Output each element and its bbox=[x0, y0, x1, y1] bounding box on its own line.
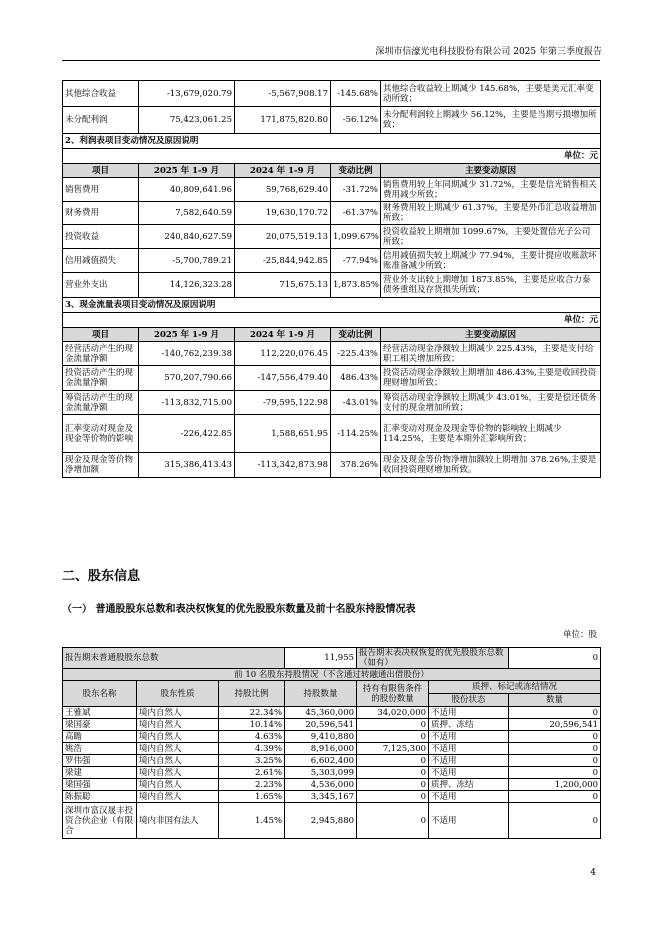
value-2025: 315,386,413.43 bbox=[139, 453, 235, 478]
holder-ratio: 2.23% bbox=[219, 779, 285, 791]
holder-row bbox=[63, 743, 601, 755]
shareholders-table bbox=[62, 647, 601, 839]
cashflow-row bbox=[63, 342, 601, 366]
holder-ratio: 1.65% bbox=[219, 791, 285, 803]
holder-quantity: 6,602,400 bbox=[285, 755, 357, 767]
holder-pledge-status: 不适用 bbox=[429, 707, 509, 719]
change-reason: 现金及现金等价物净增加额较上期增加 378.26%,主要是收回投资理财增加所致。 bbox=[381, 453, 601, 478]
holders-header-status: 股份状态 bbox=[429, 694, 509, 707]
holder-ratio: 3.25% bbox=[219, 755, 285, 767]
holder-name: 梁建 bbox=[63, 767, 137, 779]
financial-changes-table bbox=[62, 80, 601, 478]
change-percent: 486.43% bbox=[331, 366, 381, 391]
holder-restricted: 0 bbox=[357, 779, 429, 791]
cashflow-header-2024: 2024 年 1-9 月 bbox=[235, 328, 331, 342]
change-reason: 其他综合收益较上期减少 145.68%，主要是美元汇率变动所致； bbox=[381, 81, 601, 107]
item-name: 未分配利润 bbox=[63, 107, 139, 134]
holder-nature: 境内自然人 bbox=[137, 719, 219, 731]
value-2024: -25,844,942.85 bbox=[235, 249, 331, 273]
value-2024: -79,595,122.98 bbox=[235, 391, 331, 415]
value-2025: 240,840,627.59 bbox=[139, 225, 235, 249]
holder-restricted: 7,125,300 bbox=[357, 743, 429, 755]
change-percent: -43.01% bbox=[331, 391, 381, 415]
holder-pledge-amount: 0 bbox=[509, 755, 601, 767]
value-2024: -147,556,479.40 bbox=[235, 366, 331, 391]
holder-pledge-status: 质押、冻结 bbox=[429, 779, 509, 791]
holder-pledge-status: 不适用 bbox=[429, 767, 509, 779]
holder-restricted: 34,020,000 bbox=[357, 707, 429, 719]
holder-name: 深圳市富汉晟丰投资合伙企业（有限合 bbox=[63, 803, 137, 839]
page-header: 深圳市信濠光电科技股份有限公司 2025 年第三季度报告 bbox=[375, 47, 602, 57]
cashflow-row bbox=[63, 453, 601, 478]
item-name: 信用减值损失 bbox=[63, 249, 139, 273]
value-2024: 20,075,519.13 bbox=[235, 225, 331, 249]
holder-name: 梁国豪 bbox=[63, 719, 137, 731]
value-2024: -113,342,873.98 bbox=[235, 453, 331, 478]
change-reason: 未分配利润较上期减少 56.12%，主要是当期亏损增加所致； bbox=[381, 107, 601, 134]
holder-pledge-amount: 0 bbox=[509, 791, 601, 803]
holder-nature: 境内自然人 bbox=[137, 743, 219, 755]
holders-header-nature: 股东性质 bbox=[137, 681, 219, 707]
value-2025: 570,207,790.66 bbox=[139, 366, 235, 391]
holder-quantity: 20,596,541 bbox=[285, 719, 357, 731]
item-name: 营业外支出 bbox=[63, 273, 139, 298]
cashflow-row bbox=[63, 366, 601, 391]
holder-restricted: 0 bbox=[357, 755, 429, 767]
item-name: 经营活动产生的现金流量净额 bbox=[63, 342, 139, 366]
page-number: 4 bbox=[590, 868, 596, 878]
holder-restricted: 0 bbox=[357, 767, 429, 779]
income-unit: 单位：元 bbox=[63, 149, 601, 164]
change-reason: 汇率变动对现金及现金等价物的影响较上期减少 114.25%，主要是本期外汇影响所致； bbox=[381, 415, 601, 453]
preferred-holders-label: 报告期末表决权恢复的优先股股东总数（如有） bbox=[357, 648, 509, 669]
cashflow-header-2025: 2025 年 1-9 月 bbox=[139, 328, 235, 342]
holder-name: 姚浩 bbox=[63, 743, 137, 755]
cashflow-header-reason: 主要变动原因 bbox=[381, 328, 601, 342]
change-percent: -56.12% bbox=[331, 107, 381, 134]
holder-row bbox=[63, 803, 601, 839]
holder-pledge-status: 质押、冻结 bbox=[429, 719, 509, 731]
holder-quantity: 8,916,000 bbox=[285, 743, 357, 755]
cashflow-header-item: 项目 bbox=[63, 328, 139, 342]
holder-pledge-status: 不适用 bbox=[429, 803, 509, 839]
change-percent: 1,099.67% bbox=[331, 225, 381, 249]
item-name: 销售费用 bbox=[63, 178, 139, 202]
value-2025: -5,700,789.21 bbox=[139, 249, 235, 273]
holder-ratio: 10.14% bbox=[219, 719, 285, 731]
change-percent: -225.43% bbox=[331, 342, 381, 366]
holder-nature: 境内自然人 bbox=[137, 707, 219, 719]
income-row bbox=[63, 202, 601, 225]
value-2025: 75,423,061.25 bbox=[139, 107, 235, 134]
cashflow-unit: 单位：元 bbox=[63, 313, 601, 328]
cashflow-header-change: 变动比例 bbox=[331, 328, 381, 342]
cashflow-section-title: 3、现金流量表项目变动情况及原因说明 bbox=[63, 298, 601, 313]
item-name: 现金及现金等价物净增加额 bbox=[63, 453, 139, 478]
change-percent: -114.25% bbox=[331, 415, 381, 453]
holder-pledge-amount: 0 bbox=[509, 803, 601, 839]
holder-restricted: 0 bbox=[357, 719, 429, 731]
holder-ratio: 4.63% bbox=[219, 731, 285, 743]
holder-restricted: 0 bbox=[357, 803, 429, 839]
holder-quantity: 2,945,880 bbox=[285, 803, 357, 839]
holder-pledge-amount: 0 bbox=[509, 743, 601, 755]
holder-name: 梁国强 bbox=[63, 779, 137, 791]
item-name: 其他综合收益 bbox=[63, 81, 139, 107]
value-2024: 715,675.13 bbox=[235, 273, 331, 298]
holder-row bbox=[63, 791, 601, 803]
change-percent: -145.68% bbox=[331, 81, 381, 107]
holder-pledge-amount: 0 bbox=[509, 731, 601, 743]
holder-quantity: 45,360,000 bbox=[285, 707, 357, 719]
preferred-holders-value: 0 bbox=[509, 648, 601, 669]
holder-nature: 境内自然人 bbox=[137, 791, 219, 803]
holder-ratio: 1.45% bbox=[219, 803, 285, 839]
holder-name: 罗伟强 bbox=[63, 755, 137, 767]
cashflow-row bbox=[63, 391, 601, 415]
holder-row bbox=[63, 731, 601, 743]
income-header-item: 项目 bbox=[63, 164, 139, 178]
holder-nature: 境内自然人 bbox=[137, 731, 219, 743]
holder-restricted: 0 bbox=[357, 731, 429, 743]
holder-pledge-amount: 20,596,541 bbox=[509, 719, 601, 731]
change-percent: -77.94% bbox=[331, 249, 381, 273]
holder-nature: 境内自然人 bbox=[137, 755, 219, 767]
value-2025: 14,126,323.28 bbox=[139, 273, 235, 298]
top10-title: 前 10 名股东持股情况（不含通过转融通出借股份） bbox=[63, 669, 601, 681]
holder-row bbox=[63, 767, 601, 779]
holder-nature: 境内自然人 bbox=[137, 779, 219, 791]
holders-header-qty: 持股数量 bbox=[285, 681, 357, 707]
holder-pledge-status: 不适用 bbox=[429, 743, 509, 755]
holder-row bbox=[63, 779, 601, 791]
change-percent: -61.37% bbox=[331, 202, 381, 225]
value-2025: -226,422.85 bbox=[139, 415, 235, 453]
value-2025: 7,582,640.59 bbox=[139, 202, 235, 225]
income-row bbox=[63, 273, 601, 298]
holder-row bbox=[63, 707, 601, 719]
holder-ratio: 22.34% bbox=[219, 707, 285, 719]
income-section-title: 2、利润表项目变动情况及原因说明 bbox=[63, 134, 601, 149]
holder-row bbox=[63, 755, 601, 767]
holder-quantity: 3,345,167 bbox=[285, 791, 357, 803]
shareholder-unit: 单位：股 bbox=[562, 630, 597, 640]
holder-name: 陈振聪 bbox=[63, 791, 137, 803]
change-reason: 销售费用较上年同期减少 31.72%，主要是信光销售相关费用减少所致； bbox=[381, 178, 601, 202]
holder-pledge-status: 不适用 bbox=[429, 755, 509, 767]
holder-nature: 境内自然人 bbox=[137, 767, 219, 779]
change-reason: 信用减值损失较上期减少 77.94%，主要计提应收账款坏账准备减少所致； bbox=[381, 249, 601, 273]
change-percent: 1,873.85% bbox=[331, 273, 381, 298]
section-title-shareholders: 二、股东信息 bbox=[62, 569, 141, 584]
holder-pledge-amount: 0 bbox=[509, 707, 601, 719]
holders-header-ratio: 持股比例 bbox=[219, 681, 285, 707]
holder-pledge-status: 不适用 bbox=[429, 791, 509, 803]
change-reason: 筹资活动现金净额较上期减少 43.01%，主要是偿还债务支付的现金增加所致； bbox=[381, 391, 601, 415]
value-2024: 171,875,820.80 bbox=[235, 107, 331, 134]
value-2025: 40,809,641.96 bbox=[139, 178, 235, 202]
item-name: 财务费用 bbox=[63, 202, 139, 225]
value-2024: -5,567,908.17 bbox=[235, 81, 331, 107]
holder-pledge-status: 不适用 bbox=[429, 731, 509, 743]
value-2024: 19,630,170.72 bbox=[235, 202, 331, 225]
header-rule bbox=[62, 60, 600, 61]
value-2025: -13,679,020.79 bbox=[139, 81, 235, 107]
change-reason: 投资收益较上期增加 1099.67%，主要处置信光子公司所致； bbox=[381, 225, 601, 249]
item-name: 投资活动产生的现金流量净额 bbox=[63, 366, 139, 391]
change-reason: 经营活动现金净额较上期减少 225.43%，主要是支付给职工相关增加所致； bbox=[381, 342, 601, 366]
item-name: 筹资活动产生的现金流量净额 bbox=[63, 391, 139, 415]
value-2024: 1,588,651.95 bbox=[235, 415, 331, 453]
holders-header-restricted: 持有有限售条件的股份数量 bbox=[357, 681, 429, 707]
income-row bbox=[63, 249, 601, 273]
income-header-2024: 2024 年 1-9 月 bbox=[235, 164, 331, 178]
change-percent: -31.72% bbox=[331, 178, 381, 202]
income-header-change: 变动比例 bbox=[331, 164, 381, 178]
balance-row bbox=[63, 81, 601, 107]
holder-quantity: 9,410,880 bbox=[285, 731, 357, 743]
cashflow-row bbox=[63, 415, 601, 453]
holder-nature: 境内非国有法人 bbox=[137, 803, 219, 839]
holders-header-pledge: 质押、标记或冻结情况 bbox=[429, 681, 601, 694]
income-header-reason: 主要变动原因 bbox=[381, 164, 601, 178]
holders-header-amount: 数量 bbox=[509, 694, 601, 707]
total-holders-value: 11,955 bbox=[285, 648, 357, 669]
item-name: 汇率变动对现金及现金等价物的影响 bbox=[63, 415, 139, 453]
holder-quantity: 4,536,000 bbox=[285, 779, 357, 791]
total-holders-label: 报告期末普通股股东总数 bbox=[63, 648, 285, 669]
item-name: 投资收益 bbox=[63, 225, 139, 249]
holder-quantity: 5,303,099 bbox=[285, 767, 357, 779]
holder-name: 高瞻 bbox=[63, 731, 137, 743]
change-reason: 营业外支出较上期增加 1873.85%，主要是应收合力泰债务重组及存货损失所致； bbox=[381, 273, 601, 298]
change-reason: 投资活动现金净额较上期增加 486.43%,主要是收回投资理财增加所致； bbox=[381, 366, 601, 391]
value-2025: -113,832,715.00 bbox=[139, 391, 235, 415]
income-row bbox=[63, 225, 601, 249]
value-2025: -140,762,239.38 bbox=[139, 342, 235, 366]
holder-pledge-amount: 1,200,000 bbox=[509, 779, 601, 791]
value-2024: 112,220,076.45 bbox=[235, 342, 331, 366]
holder-pledge-amount: 0 bbox=[509, 767, 601, 779]
section-subtitle-top10: （一） 普通股股东总数和表决权恢复的优先股股东数量及前十名股东持股情况表 bbox=[62, 604, 416, 615]
change-percent: 378.26% bbox=[331, 453, 381, 478]
income-header-2025: 2025 年 1-9 月 bbox=[139, 164, 235, 178]
holders-header-name: 股东名称 bbox=[63, 681, 137, 707]
income-row bbox=[63, 178, 601, 202]
balance-row bbox=[63, 107, 601, 134]
holder-row bbox=[63, 719, 601, 731]
holder-name: 王雅斌 bbox=[63, 707, 137, 719]
holder-restricted: 0 bbox=[357, 791, 429, 803]
holder-ratio: 4.39% bbox=[219, 743, 285, 755]
change-reason: 财务费用较上期减少 61.37%，主要是外币汇总收益增加所致； bbox=[381, 202, 601, 225]
value-2024: 59,768,629.40 bbox=[235, 178, 331, 202]
holder-ratio: 2.61% bbox=[219, 767, 285, 779]
